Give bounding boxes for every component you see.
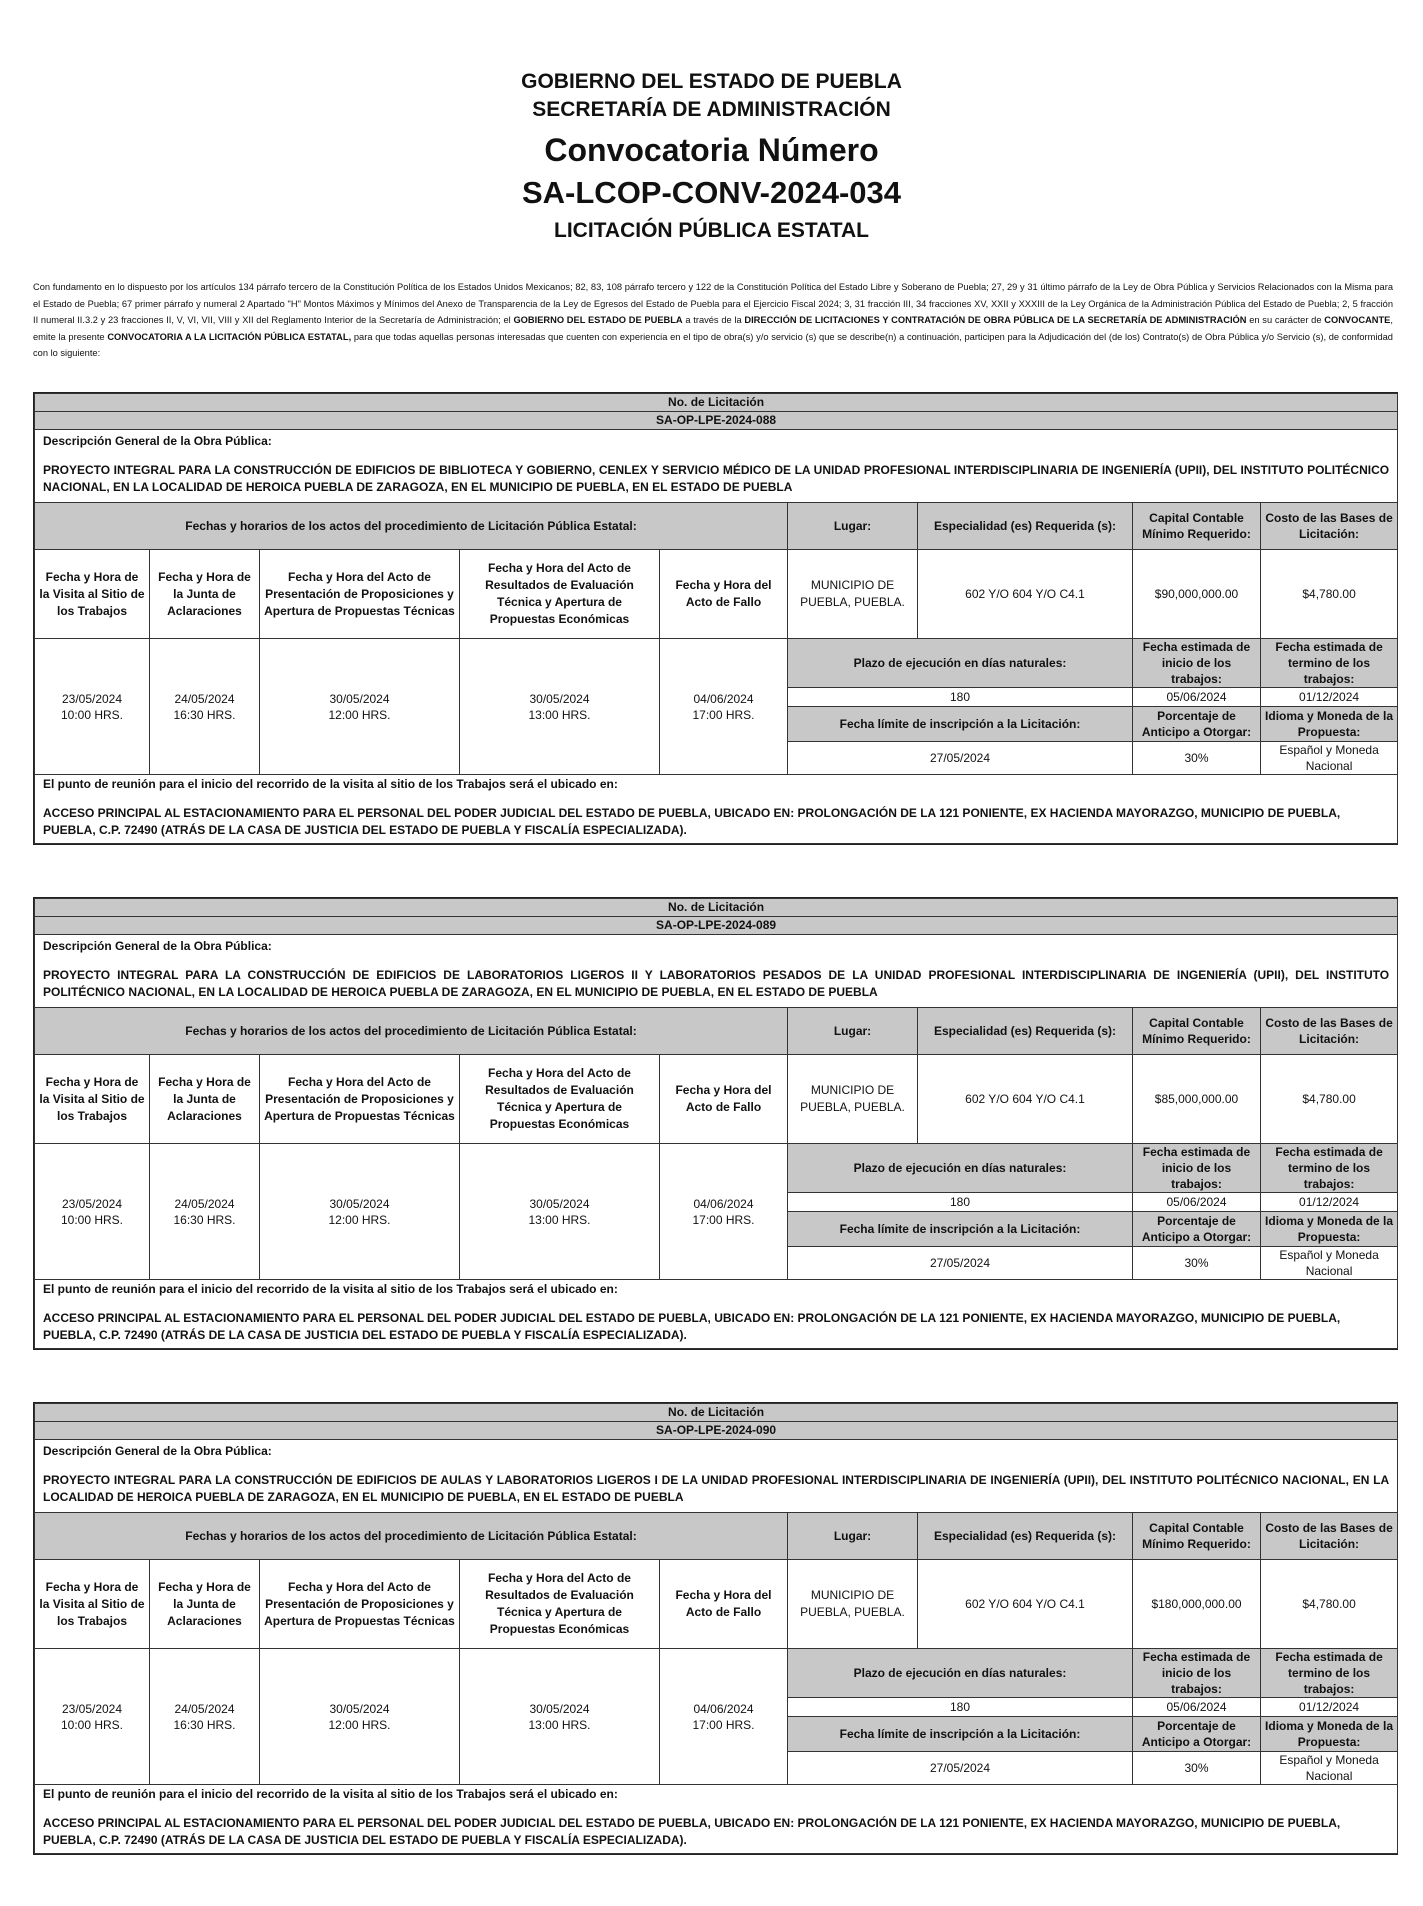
presentacion-cell: 30/05/2024 12:00 HRS. bbox=[260, 1649, 460, 1785]
anticipo-value: 30% bbox=[1133, 742, 1261, 775]
anticipo-value: 30% bbox=[1133, 1752, 1261, 1785]
punto-reunion-text: ACCESO PRINCIPAL AL ESTACIONAMIENTO PARA EL PERSONAL DEL PODER JUDICIAL DEL ESTADO DE PUEBLA, UBICADO EN: PROLONGACIÓN DE LA 121 PONIENTE, EX HACIENDA MAYORAZGO, MUNICIPIO DE PUEBLA, PUEBLA, C.P. 72490 (ATRÁS DE LA CASA DE JUSTICIA DEL ESTADO DE PUEBLA Y FISCALÍA ESPECIALIZADA). bbox=[43, 1816, 1341, 1847]
punto-reunion-text: ACCESO PRINCIPAL AL ESTACIONAMIENTO PARA EL PERSONAL DEL PODER JUDICIAL DEL ESTADO DE PUEBLA, UBICADO EN: PROLONGACIÓN DE LA 121 PONIENTE, EX HACIENDA MAYORAZGO, MUNICIPIO DE PUEBLA, PUEBLA, C.P. 72490 (ATRÁS DE LA CASA DE JUSTICIA DEL ESTADO DE PUEBLA Y FISCALÍA ESPECIALIZADA). bbox=[43, 806, 1341, 837]
inicio-label: Fecha estimada de inicio de los trabajos: bbox=[1133, 1144, 1261, 1193]
costo-value: $4,780.00 bbox=[1261, 1560, 1398, 1649]
col-presentacion-header: Fecha y Hora del Acto de Presentación de Proposiciones y Apertura de Propuestas Técnicas bbox=[260, 550, 460, 639]
licitacion-block-3 bbox=[33, 1402, 1398, 1855]
costo-header: Costo de las Bases de Licitación: bbox=[1261, 1513, 1398, 1560]
presentacion-cell: 30/05/2024 12:00 HRS. bbox=[260, 1144, 460, 1280]
limite-label: Fecha límite de inscripción a la Licitación: bbox=[788, 1212, 1133, 1247]
fechas-header: Fechas y horarios de los actos del procedimiento de Licitación Pública Estatal: bbox=[35, 1008, 788, 1055]
licitacion-block-1 bbox=[33, 392, 1398, 845]
junta-cell: 24/05/2024 16:30 HRS. bbox=[150, 639, 260, 775]
idioma-value: Español y Moneda Nacional bbox=[1261, 742, 1398, 775]
plazo-label: Plazo de ejecución en días naturales: bbox=[788, 639, 1133, 688]
capital-value: $85,000,000.00 bbox=[1133, 1055, 1261, 1144]
licitacion-number: SA-OP-LPE-2024-088 bbox=[35, 412, 1398, 430]
resultados-cell: 30/05/2024 13:00 HRS. bbox=[460, 1649, 660, 1785]
lugar-value: MUNICIPIO DE PUEBLA, PUEBLA. bbox=[788, 550, 918, 639]
no-licitacion-label: No. de Licitación bbox=[35, 1404, 1398, 1422]
especialidad-header: Especialidad (es) Requerida (s): bbox=[918, 503, 1133, 550]
fechas-header: Fechas y horarios de los actos del procedimiento de Licitación Pública Estatal: bbox=[35, 503, 788, 550]
costo-value: $4,780.00 bbox=[1261, 550, 1398, 639]
limite-value: 27/05/2024 bbox=[788, 1247, 1133, 1280]
document-header bbox=[0, 68, 1423, 246]
inicio-label: Fecha estimada de inicio de los trabajos: bbox=[1133, 639, 1261, 688]
junta-cell: 24/05/2024 16:30 HRS. bbox=[150, 1144, 260, 1280]
no-licitacion-label: No. de Licitación bbox=[35, 899, 1398, 917]
costo-header: Costo de las Bases de Licitación: bbox=[1261, 1008, 1398, 1055]
termino-label: Fecha estimada de termino de los trabajos: bbox=[1261, 1144, 1398, 1193]
lugar-header: Lugar: bbox=[788, 1008, 918, 1055]
header-title: Convocatoria Número bbox=[544, 132, 879, 168]
idioma-label: Idioma y Moneda de la Propuesta: bbox=[1261, 1717, 1398, 1752]
legal-basis-paragraph: Con fundamento en lo dispuesto por los artículos 134 párrafo tercero de la Constitución Política de los Estados Unidos Mexicanos; 82, 83, 108 párrafo tercero y 122 de la Constitución Política del Estado Libre y Soberano de Puebla; 27, 29 y 31 último párrafo de la Ley de Obra Pública y Servicios Relacionados con la Misma para el Estado de Puebla; 67 primer párrafo y numeral 2 Apartado "H" Montos Máximos y Mínimos del Anexo de Transparencia de la Ley de Egresos del Estado de Puebla para el Ejercicio Fiscal 2024; 3, 31 fracción III, 34 fracciones XV, XXII y XXXIII de la Ley Orgánica de la Administración Pública del Estado de Puebla; 2, 5 fracción II numeral II.3.2 y 23 fracciones II, V, VI, VII, VIII y XII del Reglamento Interior de la Secretaría de Administración; el GOBIERNO DEL ESTADO DE PUEBLA a través de la DIRECCIÓN DE LICITACIONES Y CONTRATACIÓN DE OBRA PÚBLICA DE LA SECRETARÍA DE ADMINISTRACIÓN en su carácter de CONVOCANTE, emite la presente CONVOCATORIA A LA LICITACIÓN PÚBLICA ESTATAL, para que todas aquellas personas interesadas que cuenten con experiencia en el tipo de obra(s) y/o servicio (s) que se describe(n) a continuación, participen para la Adjudicación del (de los) Contrato(s) de Obra Pública y/o Servicio (s), de conformidad con lo siguiente: bbox=[33, 282, 1393, 358]
col-junta-header: Fecha y Hora de la Junta de Aclaraciones bbox=[150, 1560, 260, 1649]
header-secretariat: SECRETARÍA DE ADMINISTRACIÓN bbox=[532, 98, 891, 121]
inicio-label: Fecha estimada de inicio de los trabajos: bbox=[1133, 1649, 1261, 1698]
capital-value: $180,000,000.00 bbox=[1133, 1560, 1261, 1649]
plazo-value: 180 bbox=[788, 1193, 1133, 1212]
header-convocatoria-number: SA-LCOP-CONV-2024-034 bbox=[521, 175, 901, 210]
col-junta-header: Fecha y Hora de la Junta de Aclaraciones bbox=[150, 1055, 260, 1144]
inicio-value: 05/06/2024 bbox=[1133, 1698, 1261, 1717]
no-licitacion-label: No. de Licitación bbox=[35, 394, 1398, 412]
col-visita-header: Fecha y Hora de la Visita al Sitio de los Trabajos bbox=[35, 550, 150, 639]
col-fallo-header: Fecha y Hora del Acto de Fallo bbox=[660, 1055, 788, 1144]
descripcion-text: PROYECTO INTEGRAL PARA LA CONSTRUCCIÓN DE EDIFICIOS DE LABORATORIOS LIGEROS II Y LABORATORIOS PESADOS DE LA UNIDAD PROFESIONAL INTERDISCIPLINARIA DE INGENIERÍA (UPII), DEL INSTITUTO POLITÉCNICO NACIONAL, EN LA LOCALIDAD DE HEROICA PUEBLA DE ZARAGOZA, EN EL MUNICIPIO DE PUEBLA, EN EL ESTADO DE PUEBLA bbox=[43, 968, 1390, 999]
especialidad-value: 602 Y/O 604 Y/O C4.1 bbox=[918, 1055, 1133, 1144]
col-junta-header: Fecha y Hora de la Junta de Aclaraciones bbox=[150, 550, 260, 639]
capital-header: Capital Contable Mínimo Requerido: bbox=[1133, 1513, 1261, 1560]
especialidad-value: 602 Y/O 604 Y/O C4.1 bbox=[918, 1560, 1133, 1649]
plazo-value: 180 bbox=[788, 1698, 1133, 1717]
presentacion-cell: 30/05/2024 12:00 HRS. bbox=[260, 639, 460, 775]
descripcion-label: Descripción General de la Obra Pública: bbox=[43, 1444, 272, 1458]
fallo-cell: 04/06/2024 17:00 HRS. bbox=[660, 1144, 788, 1280]
capital-header: Capital Contable Mínimo Requerido: bbox=[1133, 503, 1261, 550]
anticipo-label: Porcentaje de Anticipo a Otorgar: bbox=[1133, 1717, 1261, 1752]
visita-cell: 23/05/2024 10:00 HRS. bbox=[35, 1649, 150, 1785]
licitacion-number: SA-OP-LPE-2024-090 bbox=[35, 1422, 1398, 1440]
col-resultados-header: Fecha y Hora del Acto de Resultados de Evaluación Técnica y Apertura de Propuestas Económicas bbox=[460, 550, 660, 639]
col-resultados-header: Fecha y Hora del Acto de Resultados de Evaluación Técnica y Apertura de Propuestas Económicas bbox=[460, 1560, 660, 1649]
idioma-label: Idioma y Moneda de la Propuesta: bbox=[1261, 1212, 1398, 1247]
especialidad-value: 602 Y/O 604 Y/O C4.1 bbox=[918, 550, 1133, 639]
plazo-label: Plazo de ejecución en días naturales: bbox=[788, 1144, 1133, 1193]
punto-reunion-label: El punto de reunión para el inicio del recorrido de la visita al sitio de los Trabajos será el ubicado en: bbox=[43, 1787, 618, 1801]
resultados-cell: 30/05/2024 13:00 HRS. bbox=[460, 1144, 660, 1280]
lugar-value: MUNICIPIO DE PUEBLA, PUEBLA. bbox=[788, 1055, 918, 1144]
col-presentacion-header: Fecha y Hora del Acto de Presentación de Proposiciones y Apertura de Propuestas Técnicas bbox=[260, 1055, 460, 1144]
fallo-cell: 04/06/2024 17:00 HRS. bbox=[660, 1649, 788, 1785]
lugar-value: MUNICIPIO DE PUEBLA, PUEBLA. bbox=[788, 1560, 918, 1649]
termino-label: Fecha estimada de termino de los trabajos: bbox=[1261, 1649, 1398, 1698]
costo-header: Costo de las Bases de Licitación: bbox=[1261, 503, 1398, 550]
costo-value: $4,780.00 bbox=[1261, 1055, 1398, 1144]
resultados-cell: 30/05/2024 13:00 HRS. bbox=[460, 639, 660, 775]
descripcion-label: Descripción General de la Obra Pública: bbox=[43, 939, 272, 953]
punto-reunion-text: ACCESO PRINCIPAL AL ESTACIONAMIENTO PARA EL PERSONAL DEL PODER JUDICIAL DEL ESTADO DE PUEBLA, UBICADO EN: PROLONGACIÓN DE LA 121 PONIENTE, EX HACIENDA MAYORAZGO, MUNICIPIO DE PUEBLA, PUEBLA, C.P. 72490 (ATRÁS DE LA CASA DE JUSTICIA DEL ESTADO DE PUEBLA Y FISCALÍA ESPECIALIZADA). bbox=[43, 1311, 1341, 1342]
capital-header: Capital Contable Mínimo Requerido: bbox=[1133, 1008, 1261, 1055]
header-subtitle: LICITACIÓN PÚBLICA ESTATAL bbox=[554, 219, 869, 242]
idioma-value: Español y Moneda Nacional bbox=[1261, 1752, 1398, 1785]
termino-label: Fecha estimada de termino de los trabajos: bbox=[1261, 639, 1398, 688]
inicio-value: 05/06/2024 bbox=[1133, 688, 1261, 707]
especialidad-header: Especialidad (es) Requerida (s): bbox=[918, 1513, 1133, 1560]
visita-cell: 23/05/2024 10:00 HRS. bbox=[35, 1144, 150, 1280]
punto-reunion-label: El punto de reunión para el inicio del recorrido de la visita al sitio de los Trabajos será el ubicado en: bbox=[43, 1282, 618, 1296]
anticipo-label: Porcentaje de Anticipo a Otorgar: bbox=[1133, 707, 1261, 742]
col-fallo-header: Fecha y Hora del Acto de Fallo bbox=[660, 550, 788, 639]
col-visita-header: Fecha y Hora de la Visita al Sitio de los Trabajos bbox=[35, 1560, 150, 1649]
limite-value: 27/05/2024 bbox=[788, 1752, 1133, 1785]
descripcion-label: Descripción General de la Obra Pública: bbox=[43, 434, 272, 448]
termino-value: 01/12/2024 bbox=[1261, 1193, 1398, 1212]
fechas-header: Fechas y horarios de los actos del procedimiento de Licitación Pública Estatal: bbox=[35, 1513, 788, 1560]
visita-cell: 23/05/2024 10:00 HRS. bbox=[35, 639, 150, 775]
termino-value: 01/12/2024 bbox=[1261, 688, 1398, 707]
descripcion-text: PROYECTO INTEGRAL PARA LA CONSTRUCCIÓN DE EDIFICIOS DE BIBLIOTECA Y GOBIERNO, CENLEX Y SERVICIO MÉDICO DE LA UNIDAD PROFESIONAL INTERDISCIPLINARIA DE INGENIERÍA (UPII), DEL INSTITUTO POLITÉCNICO NACIONAL, EN LA LOCALIDAD DE HEROICA PUEBLA DE ZARAGOZA, EN EL MUNICIPIO DE PUEBLA, EN EL ESTADO DE PUEBLA bbox=[43, 463, 1390, 494]
anticipo-label: Porcentaje de Anticipo a Otorgar: bbox=[1133, 1212, 1261, 1247]
lugar-header: Lugar: bbox=[788, 503, 918, 550]
limite-label: Fecha límite de inscripción a la Licitación: bbox=[788, 1717, 1133, 1752]
header-government: GOBIERNO DEL ESTADO DE PUEBLA bbox=[521, 70, 902, 93]
col-resultados-header: Fecha y Hora del Acto de Resultados de Evaluación Técnica y Apertura de Propuestas Económicas bbox=[460, 1055, 660, 1144]
descripcion-text: PROYECTO INTEGRAL PARA LA CONSTRUCCIÓN DE EDIFICIOS DE AULAS Y LABORATORIOS LIGEROS I DE LA UNIDAD PROFESIONAL INTERDISCIPLINARIA DE INGENIERÍA (UPII), DEL INSTITUTO POLITÉCNICO NACIONAL, EN LA LOCALIDAD DE HEROICA PUEBLA DE ZARAGOZA, EN EL MUNICIPIO DE PUEBLA, EN EL ESTADO DE PUEBLA bbox=[43, 1473, 1390, 1504]
idioma-label: Idioma y Moneda de la Propuesta: bbox=[1261, 707, 1398, 742]
limite-value: 27/05/2024 bbox=[788, 742, 1133, 775]
col-fallo-header: Fecha y Hora del Acto de Fallo bbox=[660, 1560, 788, 1649]
lugar-header: Lugar: bbox=[788, 1513, 918, 1560]
capital-value: $90,000,000.00 bbox=[1133, 550, 1261, 639]
anticipo-value: 30% bbox=[1133, 1247, 1261, 1280]
fallo-cell: 04/06/2024 17:00 HRS. bbox=[660, 639, 788, 775]
col-visita-header: Fecha y Hora de la Visita al Sitio de los Trabajos bbox=[35, 1055, 150, 1144]
junta-cell: 24/05/2024 16:30 HRS. bbox=[150, 1649, 260, 1785]
plazo-value: 180 bbox=[788, 688, 1133, 707]
idioma-value: Español y Moneda Nacional bbox=[1261, 1247, 1398, 1280]
col-presentacion-header: Fecha y Hora del Acto de Presentación de Proposiciones y Apertura de Propuestas Técnicas bbox=[260, 1560, 460, 1649]
limite-label: Fecha límite de inscripción a la Licitación: bbox=[788, 707, 1133, 742]
licitacion-number: SA-OP-LPE-2024-089 bbox=[35, 917, 1398, 935]
termino-value: 01/12/2024 bbox=[1261, 1698, 1398, 1717]
inicio-value: 05/06/2024 bbox=[1133, 1193, 1261, 1212]
punto-reunion-label: El punto de reunión para el inicio del recorrido de la visita al sitio de los Trabajos será el ubicado en: bbox=[43, 777, 618, 791]
especialidad-header: Especialidad (es) Requerida (s): bbox=[918, 1008, 1133, 1055]
plazo-label: Plazo de ejecución en días naturales: bbox=[788, 1649, 1133, 1698]
licitacion-block-2 bbox=[33, 897, 1398, 1350]
